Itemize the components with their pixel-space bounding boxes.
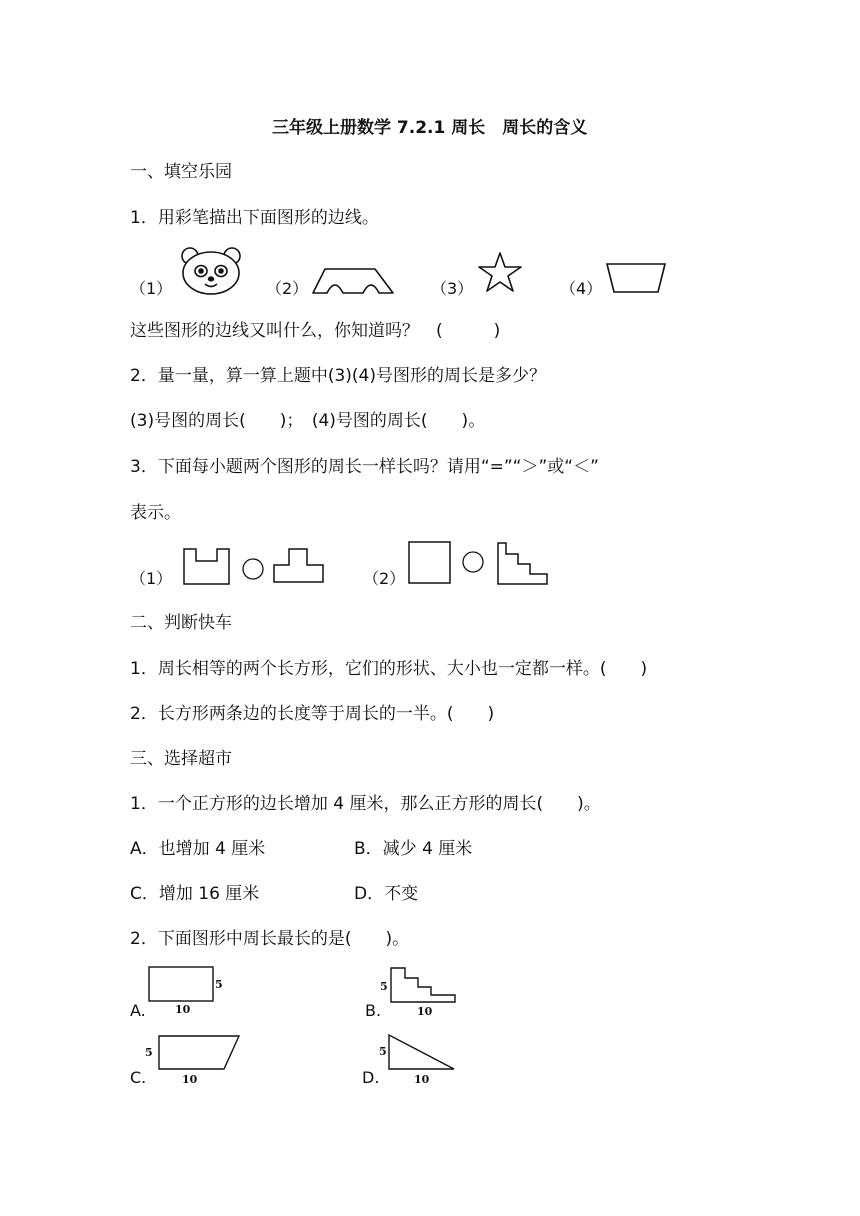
question-1-3-line1: 3．下面每小题两个图形的周长一样长吗？请用“=”“＞”或“＜”: [130, 457, 599, 477]
shape-label-2: （2）: [266, 279, 309, 298]
square-shape: [408, 541, 452, 585]
dim-d-width: 10: [414, 1073, 430, 1086]
section-heading-true-false: 二、判断快车: [130, 613, 232, 633]
dim-b-height: 5: [380, 980, 388, 993]
compare-label-1: （1）: [130, 569, 173, 588]
question-1-1: 1．用彩笔描出下面图形的边线。: [130, 208, 379, 228]
dim-c-width: 10: [182, 1073, 198, 1086]
option-a-rectangle-shape: [146, 965, 226, 1017]
step-block-shape: [273, 548, 325, 584]
question-1-2-answer: (3)号图的周长( )； (4)号图的周长( )。: [130, 411, 486, 431]
staircase-shape: [496, 541, 550, 587]
section-heading-multiple-choice: 三、选择超市: [130, 749, 232, 769]
option-3-1-c: C．增加 16 厘米: [130, 884, 260, 904]
question-2-1: 1．周长相等的两个长方形，它们的形状、大小也一定都一样。( ): [130, 659, 648, 679]
trapezoid-icon: [605, 262, 667, 294]
dim-d-height: 5: [379, 1045, 387, 1058]
option-3-2-c-label: C.: [130, 1068, 147, 1087]
dim-b-width: 10: [417, 1005, 433, 1018]
compare-circle-1: [241, 557, 265, 581]
option-3-2-d-label: D.: [362, 1068, 380, 1087]
compare-label-2: （2）: [363, 569, 406, 588]
section-heading-fill-blanks: 一、填空乐园: [130, 162, 232, 182]
option-3-1-b: B．减少 4 厘米: [354, 839, 473, 859]
dim-a-height: 5: [215, 978, 223, 991]
option-3-2-b-label: B.: [365, 1001, 382, 1020]
question-1-1-follow: 这些图形的边线又叫什么，你知道吗？ ( ): [130, 321, 501, 341]
compare-circle-2: [461, 550, 485, 574]
dim-a-width: 10: [175, 1003, 191, 1016]
question-2-2: 2．长方形两条边的长度等于周长的一半。( ): [130, 704, 495, 724]
option-b-staircase-shape: [378, 965, 462, 1019]
option-c-trapezoid-shape: [140, 1033, 244, 1085]
shape-label-1: （1）: [130, 279, 173, 298]
question-3-2: 2．下面图形中周长最长的是( )。: [130, 929, 410, 949]
page-title: 三年级上册数学 7.2.1 周长 周长的含义: [272, 118, 588, 138]
star-icon: [477, 251, 523, 293]
u-notch-square-shape: [183, 548, 231, 586]
shape-label-3: （3）: [431, 279, 474, 298]
question-1-2: 2．量一量，算一算上题中(3)(4)号图形的周长是多少？: [130, 366, 546, 386]
arch-bridge-icon: [311, 263, 395, 295]
dim-c-height: 5: [145, 1046, 153, 1059]
option-3-1-d: D．不变: [354, 884, 419, 904]
option-3-2-a-label: A.: [130, 1001, 146, 1020]
panda-face-icon: [180, 246, 242, 296]
question-3-1: 1．一个正方形的边长增加 4 厘米，那么正方形的周长( )。: [130, 794, 601, 814]
option-d-triangle-shape: [376, 1033, 460, 1085]
question-1-3-line2: 表示。: [130, 503, 181, 523]
option-3-1-a: A．也增加 4 厘米: [130, 839, 266, 859]
shape-label-4: （4）: [560, 279, 603, 298]
